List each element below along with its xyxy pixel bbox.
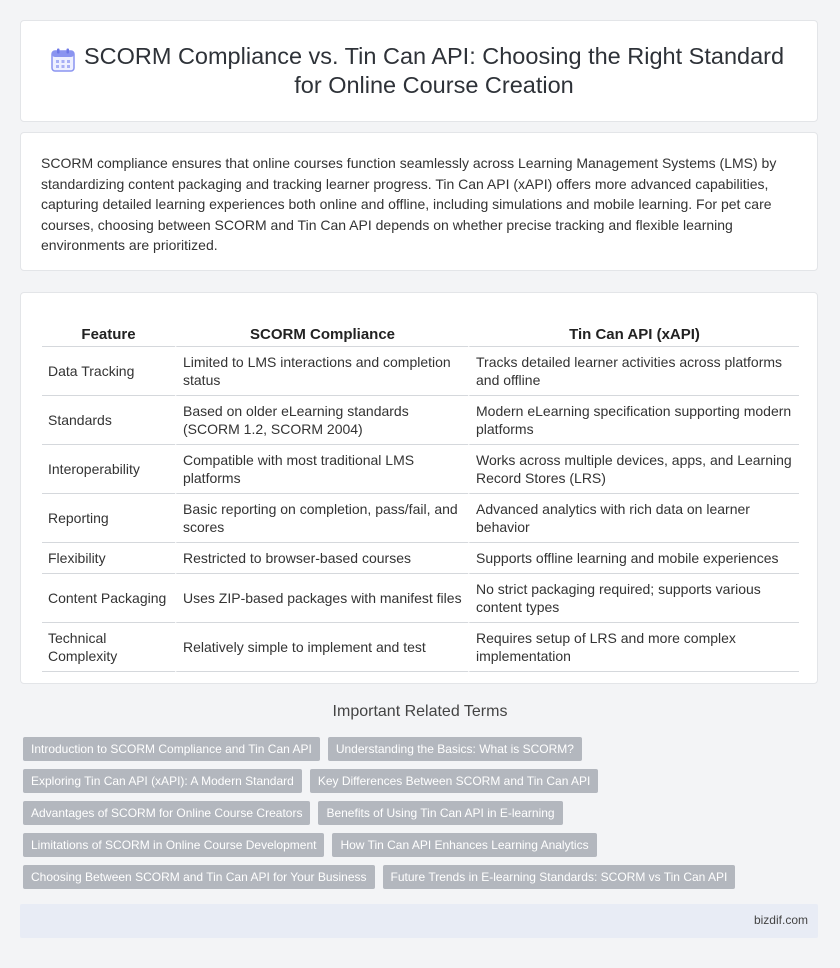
table-row [42,494,799,543]
tincan-cell: Modern eLearning specification supporting modern platforms [468,396,799,445]
tincan-cell: No strict packaging required; supports various content types [468,574,799,623]
feature-cell: Technical Complexity [42,623,175,672]
scorm-cell: Based on older eLearning standards (SCORM 1.2, SCORM 2004) [175,396,468,445]
table-row [42,396,799,445]
feature-cell: Flexibility [42,543,175,574]
related-term-tag[interactable]: Exploring Tin Can API (xAPI): A Modern Standard [23,769,302,793]
scorm-cell: Uses ZIP-based packages with manifest files [175,574,468,623]
related-term-tag[interactable]: Benefits of Using Tin Can API in E-learning [318,801,562,825]
related-term-tag[interactable]: Future Trends in E-learning Standards: SCORM vs Tin Can API [383,865,736,889]
feature-cell: Content Packaging [42,574,175,623]
comparison-table [42,313,799,672]
table-row [42,623,799,672]
table-row [42,574,799,623]
intro-card [20,132,818,271]
header-feature: Feature [42,313,175,347]
related-term-tag[interactable]: Choosing Between SCORM and Tin Can API for Your Business [23,865,375,889]
related-term-tag[interactable]: Key Differences Between SCORM and Tin Can API [310,769,599,793]
feature-cell: Reporting [42,494,175,543]
related-terms-list [23,737,813,897]
related-terms-heading: Important Related Terms [332,703,508,720]
scorm-cell: Limited to LMS interactions and completion status [175,347,468,396]
footer-site-link[interactable]: bizdif.com [753,913,808,927]
related-term-tag[interactable]: How Tin Can API Enhances Learning Analytics [332,833,596,857]
table-row [42,445,799,494]
related-term-tag[interactable]: Understanding the Basics: What is SCORM? [328,737,582,761]
table-row [42,543,799,574]
tincan-cell: Advanced analytics with rich data on learner behavior [468,494,799,543]
table-header-row [42,313,799,347]
title-card [20,20,818,122]
comparison-card [20,292,818,684]
header-tincan: Tin Can API (xAPI) [468,313,799,347]
scorm-cell: Compatible with most traditional LMS platforms [175,445,468,494]
scorm-cell: Restricted to browser-based courses [175,543,468,574]
feature-cell: Data Tracking [42,347,175,396]
scorm-cell: Relatively simple to implement and test [175,623,468,672]
tincan-cell: Requires setup of LRS and more complex implementation [468,623,799,672]
feature-cell: Standards [42,396,175,445]
page-title: SCORM Compliance vs. Tin Can API: Choosing the Right Standard for Online Course Creation [83,43,785,98]
intro-paragraph: SCORM compliance ensures that online courses function seamlessly across Learning Management Systems (LMS) by standardizing content packaging and tracking learner progress. Tin Can API (xAPI) offers more advanced capabilities, capturing detailed learning experiences both online and offline, including simulations and mobile learning. For pet care courses, choosing between SCORM and Tin Can API depends on whether precise tracking and flexible learning environments are prioritized. [41,155,777,253]
tincan-cell: Tracks detailed learner activities across platforms and offline [468,347,799,396]
header-scorm: SCORM Compliance [175,313,468,347]
related-term-tag[interactable]: Limitations of SCORM in Online Course Development [23,833,324,857]
feature-cell: Interoperability [42,445,175,494]
table-row [42,347,799,396]
scorm-cell: Basic reporting on completion, pass/fail, and scores [175,494,468,543]
tincan-cell: Supports offline learning and mobile experiences [468,543,799,574]
related-term-tag[interactable]: Advantages of SCORM for Online Course Creators [23,801,310,825]
related-term-tag[interactable]: Introduction to SCORM Compliance and Tin Can API [23,737,320,761]
footer [20,904,818,938]
tincan-cell: Works across multiple devices, apps, and Learning Record Stores (LRS) [468,445,799,494]
